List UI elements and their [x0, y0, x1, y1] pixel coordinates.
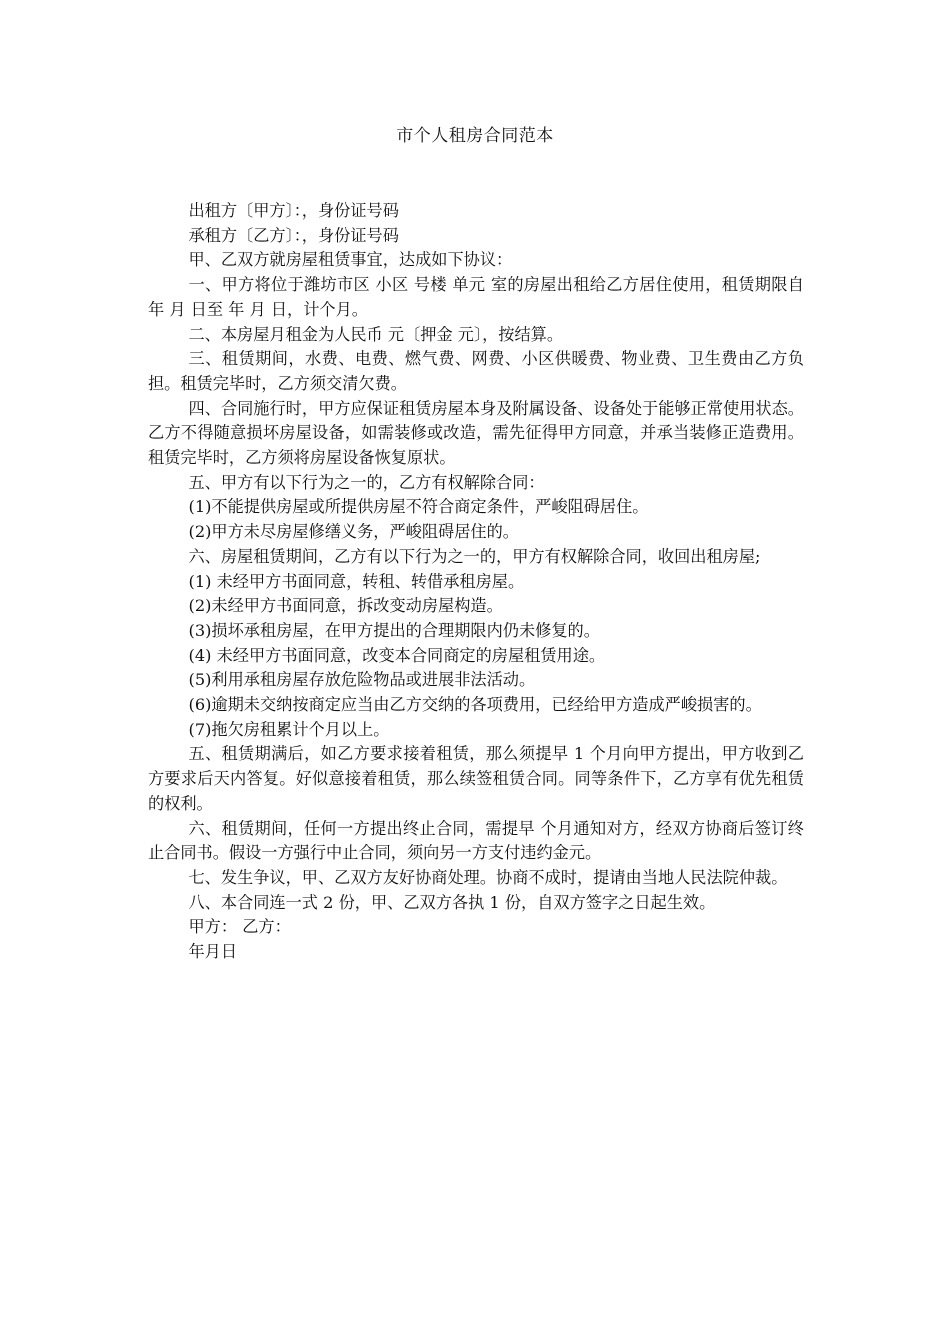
clause-4: 四、合同施行时，甲方应保证租赁房屋本身及附属设备、设备处于能够正常使用状态。乙方不得随意损坏房屋设备，如需装修或改造，需先征得甲方同意，并承当装修正造费用。租赁完毕时，乙方须将房屋设备恢复原状。	[148, 398, 804, 468]
clause-termination: 六、租赁期间，任何一方提出终止合同，需提早 个月通知对方，经双方协商后签订终止合同书。假设一方强行中止合同，须向另一方支付违约金元。	[148, 818, 804, 863]
signature-line: 甲方： 乙方：	[188, 917, 291, 937]
clause-6-item: (4) 未经甲方书面同意，改变本合同商定的房屋租赁用途。	[188, 645, 606, 665]
clause-2: 二、本房屋月租金为人民币 元〔押金 元〕，按结算。	[188, 324, 564, 344]
lessee-line: 承租方〔乙方〕：，身份证号码	[188, 225, 399, 245]
agreement-intro: 甲、乙双方就房屋租赁事宜，达成如下协议：	[188, 250, 513, 270]
clause-6-item: (2)未经甲方书面同意，拆改变动房屋构造。	[188, 596, 503, 616]
document-title: 市个人租房合同范本	[396, 126, 554, 146]
clause-6-item: (3)损坏承租房屋，在甲方提出的合理期限内仍未修复的。	[188, 620, 600, 640]
document-body	[148, 199, 804, 965]
clause-6: 六、房屋租赁期间，乙方有以下行为之一的，甲方有权解除合同，收回出租房屋;	[188, 546, 761, 566]
clause-5-item: (1)不能提供房屋或所提供房屋不符合商定条件，严峻阻碍居住。	[188, 497, 649, 517]
clause-5: 五、甲方有以下行为之一的，乙方有权解除合同：	[188, 472, 545, 492]
clause-3: 三、租赁期间，水费、电费、燃气费、网费、小区供暖费、物业费、卫生费由乙方负担。租赁完毕时，乙方须交清欠费。	[148, 349, 804, 393]
lessor-line: 出租方〔甲方〕：，身份证号码	[188, 201, 399, 220]
clause-6-item: (5)利用承租房屋存放危险物品或进展非法活动。	[188, 670, 536, 690]
clause-5-item: (2)甲方未尽房屋修缮义务，严峻阻碍居住的。	[188, 522, 519, 542]
clause-6-item: (6)逾期未交纳按商定应当由乙方交纳的各项费用，已经给甲方造成严峻损害的。	[188, 695, 762, 715]
date-line: 年月日	[188, 942, 238, 962]
clause-copies: 八、本合同连一式 2 份，甲、乙双方各执 1 份，自双方签字之日起生效。	[188, 892, 716, 912]
clause-dispute: 七、发生争议，甲、乙双方友好协商处理。协商不成时，提请由当地人民法院仲裁。	[188, 867, 788, 887]
clause-6-item: (1) 未经甲方书面同意，转租、转借承租房屋。	[188, 571, 525, 591]
clause-6-item: (7)拖欠房租累计个月以上。	[188, 719, 390, 739]
clause-1: 一、甲方将位于潍坊市区 小区 号楼 单元 室的房屋出租给乙方居住使用，租赁期限自 年 月 日至 年 月 日，计个月。	[148, 275, 804, 319]
clause-renewal: 五、租赁期满后，如乙方要求接着租赁，那么须提早 1 个月向甲方提出，甲方收到乙方要求后天内答复。好似意接着租赁，那么续签租赁合同。同等条件下，乙方享有优先租赁的权利。	[148, 744, 804, 813]
